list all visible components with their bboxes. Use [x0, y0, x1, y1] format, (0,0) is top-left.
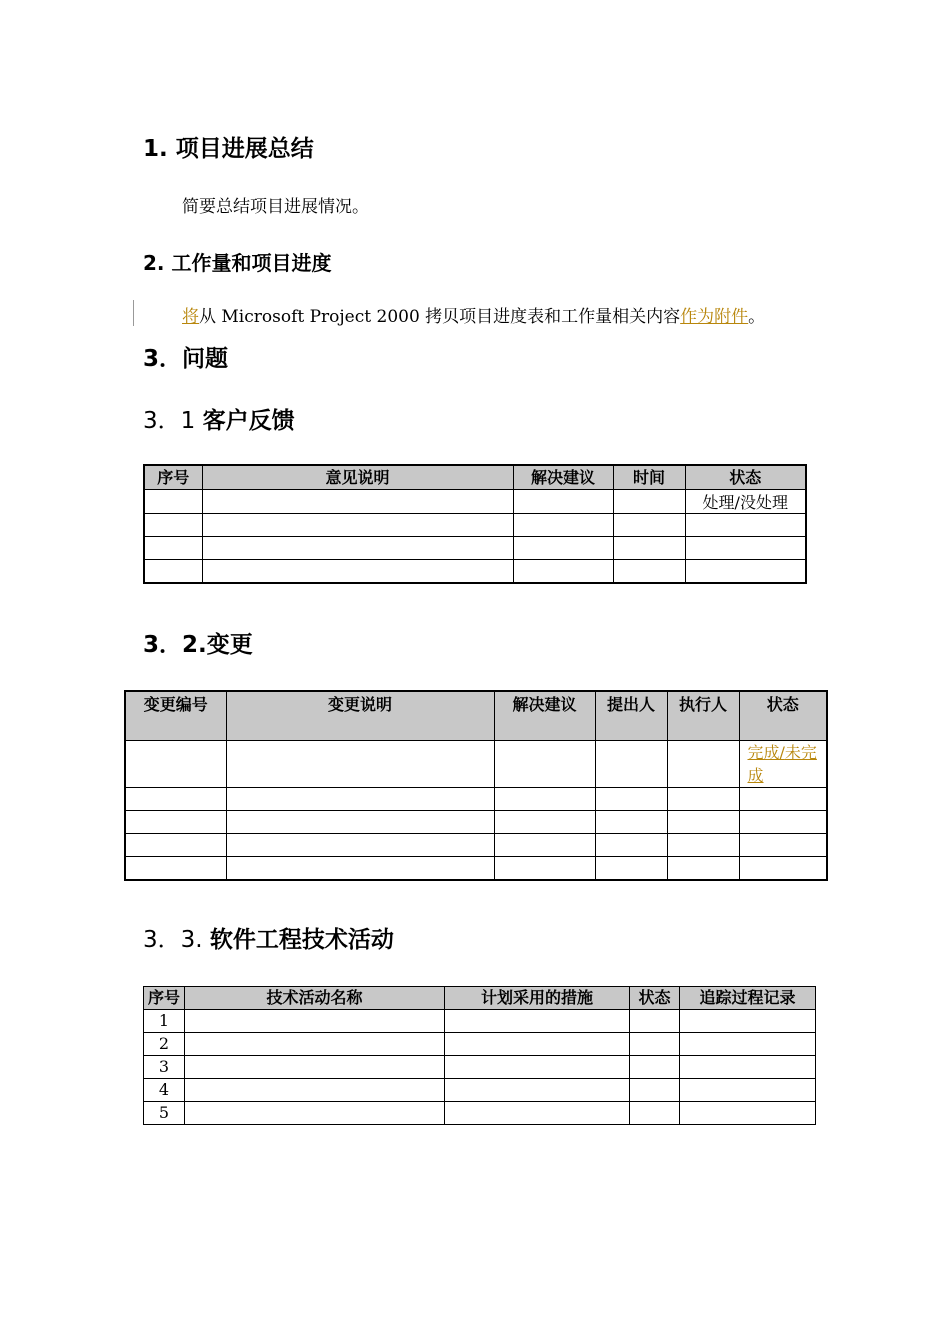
table-header-row — [125, 691, 827, 741]
table-cell[interactable] — [185, 1033, 445, 1056]
section-2-title: 2. 工作量和项目进度 — [143, 251, 332, 275]
status-done-link[interactable]: 完成 — [747, 743, 780, 762]
table-row — [144, 537, 806, 560]
table-header-row — [144, 987, 816, 1010]
table-cell[interactable] — [226, 857, 494, 881]
link-jiang[interactable]: 将 — [182, 307, 199, 327]
table-row — [125, 741, 827, 788]
table-cell[interactable] — [739, 811, 827, 834]
header-time: 时间 — [613, 465, 685, 490]
header-index: 序号 — [144, 465, 202, 490]
section-3-3-title — [143, 921, 394, 954]
section-3-1-number: 3．1 — [143, 408, 203, 434]
table-cell[interactable] — [513, 514, 613, 537]
table-cell[interactable] — [630, 1056, 680, 1079]
table-cell[interactable] — [613, 537, 685, 560]
section-3-2-title: 3．2.变更 — [143, 632, 253, 658]
header-executor: 执行人 — [667, 691, 739, 741]
table-cell[interactable] — [144, 560, 202, 584]
section-1-title: 1. 项目进展总结 — [143, 136, 314, 162]
table-row — [144, 560, 806, 584]
change-table — [124, 690, 828, 881]
table-cell[interactable] — [613, 490, 685, 514]
status-cell[interactable]: 处理/没处理 — [685, 490, 806, 514]
activity-table — [143, 986, 816, 1125]
section-3-3-text: 软件工程技术活动 — [209, 927, 394, 953]
table-cell[interactable] — [144, 514, 202, 537]
status-undone-link[interactable]: 未完成 — [747, 743, 817, 785]
table-cell[interactable] — [445, 1102, 630, 1125]
table-cell[interactable] — [445, 1056, 630, 1079]
row-index: 2 — [144, 1033, 185, 1056]
table-row — [144, 1056, 816, 1079]
header-status: 状态 — [630, 987, 680, 1010]
table-row — [144, 490, 806, 514]
table-cell[interactable] — [513, 490, 613, 514]
table-cell[interactable] — [226, 741, 494, 788]
table-cell[interactable] — [630, 1010, 680, 1033]
table-cell[interactable] — [630, 1033, 680, 1056]
table-cell[interactable] — [202, 537, 513, 560]
table-cell[interactable] — [185, 1102, 445, 1125]
table-cell[interactable] — [513, 537, 613, 560]
table-cell[interactable] — [494, 857, 595, 881]
header-proposer: 提出人 — [595, 691, 667, 741]
table-cell[interactable] — [185, 1056, 445, 1079]
section-2-text-end: 。 — [748, 307, 766, 327]
table-cell[interactable] — [125, 857, 226, 881]
table-row — [144, 1033, 816, 1056]
header-suggestion: 解决建议 — [494, 691, 595, 741]
table-cell[interactable] — [125, 811, 226, 834]
header-measures: 计划采用的措施 — [445, 987, 630, 1010]
table-cell[interactable] — [144, 490, 202, 514]
header-suggestion: 解决建议 — [513, 465, 613, 490]
table-cell[interactable] — [494, 741, 595, 788]
header-description: 意见说明 — [202, 465, 513, 490]
table-cell[interactable] — [685, 514, 806, 537]
table-cell[interactable] — [680, 1033, 816, 1056]
table-cell[interactable] — [595, 811, 667, 834]
table-cell[interactable] — [202, 514, 513, 537]
table-row — [144, 1102, 816, 1125]
feedback-table — [143, 464, 807, 584]
table-cell[interactable] — [680, 1102, 816, 1125]
table-cell[interactable] — [202, 490, 513, 514]
table-cell[interactable] — [667, 741, 739, 788]
link-attachment[interactable]: 作为附件 — [680, 307, 749, 327]
table-cell[interactable] — [445, 1033, 630, 1056]
table-cell[interactable] — [595, 788, 667, 811]
table-row — [125, 857, 827, 881]
table-cell[interactable] — [739, 834, 827, 857]
table-cell[interactable] — [445, 1010, 630, 1033]
table-row — [144, 1010, 816, 1033]
table-cell[interactable] — [513, 560, 613, 584]
table-cell[interactable] — [595, 741, 667, 788]
table-header-row — [144, 465, 806, 490]
section-1-text: 简要总结项目进展情况。 — [182, 197, 369, 217]
header-tracking-record: 追踪过程记录 — [680, 987, 816, 1010]
table-cell[interactable] — [125, 741, 226, 788]
table-cell[interactable] — [144, 537, 202, 560]
table-cell[interactable] — [125, 788, 226, 811]
table-cell[interactable] — [226, 788, 494, 811]
row-index: 3 — [144, 1056, 185, 1079]
table-cell[interactable] — [494, 834, 595, 857]
table-cell[interactable] — [739, 857, 827, 881]
section-3-title: 3．问题 — [143, 346, 229, 372]
table-row — [144, 514, 806, 537]
table-cell[interactable] — [226, 834, 494, 857]
table-cell[interactable] — [185, 1079, 445, 1102]
table-cell[interactable] — [630, 1102, 680, 1125]
table-cell[interactable] — [680, 1079, 816, 1102]
section-2-text — [182, 302, 765, 327]
table-cell[interactable] — [613, 514, 685, 537]
section-3-1-title — [143, 402, 295, 435]
status-separator: / — [779, 743, 785, 762]
header-change-description: 变更说明 — [226, 691, 494, 741]
row-index: 1 — [144, 1010, 185, 1033]
table-cell[interactable] — [739, 788, 827, 811]
table-cell[interactable] — [630, 1079, 680, 1102]
table-cell[interactable] — [202, 560, 513, 584]
section-3-3-number: 3．3. — [143, 927, 210, 953]
table-cell[interactable] — [685, 537, 806, 560]
table-row — [144, 1079, 816, 1102]
header-change-id: 变更编号 — [125, 691, 226, 741]
table-cell[interactable] — [613, 560, 685, 584]
header-index: 序号 — [144, 987, 185, 1010]
table-cell[interactable] — [667, 834, 739, 857]
header-status: 状态 — [685, 465, 806, 490]
section-3-1-text: 客户反馈 — [202, 408, 295, 434]
table-cell[interactable] — [125, 834, 226, 857]
table-cell[interactable] — [185, 1010, 445, 1033]
table-cell[interactable] — [494, 811, 595, 834]
section-2-text-mid: 从 Microsoft Project 2000 拷贝项目进度表和工作量相关内容 — [199, 307, 681, 327]
table-cell[interactable] — [494, 788, 595, 811]
row-index: 5 — [144, 1102, 185, 1125]
change-bar — [133, 300, 134, 326]
table-row — [125, 834, 827, 857]
table-row — [125, 811, 827, 834]
table-cell[interactable] — [667, 811, 739, 834]
header-activity-name: 技术活动名称 — [185, 987, 445, 1010]
table-cell[interactable] — [445, 1079, 630, 1102]
table-cell[interactable] — [680, 1056, 816, 1079]
table-cell[interactable] — [595, 857, 667, 881]
status-cell[interactable] — [739, 741, 827, 788]
table-cell[interactable] — [685, 560, 806, 584]
table-cell[interactable] — [667, 788, 739, 811]
table-cell[interactable] — [595, 834, 667, 857]
table-cell[interactable] — [667, 857, 739, 881]
table-cell[interactable] — [226, 811, 494, 834]
row-index: 4 — [144, 1079, 185, 1102]
header-status: 状态 — [739, 691, 827, 741]
table-row — [125, 788, 827, 811]
table-cell[interactable] — [680, 1010, 816, 1033]
